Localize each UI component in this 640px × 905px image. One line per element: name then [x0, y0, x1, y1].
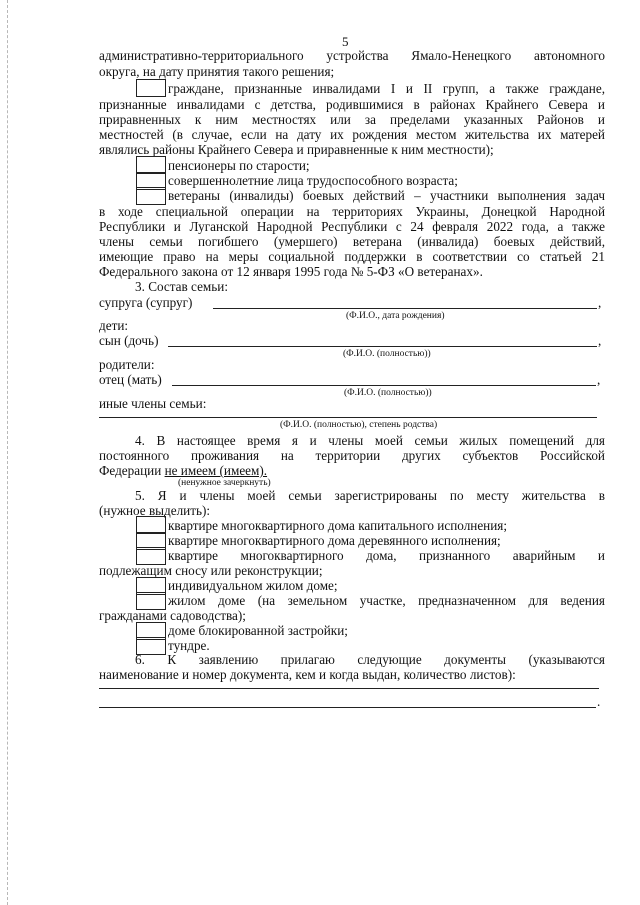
intro-line-1: административно-территориального устройства Ямало-Ненецкого автономного: [99, 48, 605, 63]
child-caption: (Ф.И.О. (полностью)): [343, 349, 431, 359]
section6-line-2: наименование и номер документа, кем и когда выдан, количество листов):: [99, 667, 516, 682]
option-blocked-house: доме блокированной застройки;: [168, 623, 348, 638]
others-caption: (Ф.И.О. (полностью), степень родства): [280, 420, 438, 430]
checkbox-disabled[interactable]: [136, 79, 166, 97]
category-veterans-line-3: Республики и Луганской Народной Республики с 24 февраля 2022 года, а также: [99, 219, 605, 234]
option-tundra: тундре.: [168, 638, 210, 653]
section4-housing-choice[interactable]: не имеем (имеем).: [164, 463, 268, 478]
option-wooden-apartment: квартире многоквартирного дома деревянного исполнения;: [168, 533, 501, 548]
option-emergency-line-1: квартире многоквартирного дома, признанного аварийным и: [168, 548, 605, 563]
parent-line-comma: ,: [597, 372, 601, 387]
category-disabled-line-2: признанные инвалидами с детства, родившимися в районах Крайнего Севера и: [99, 97, 605, 112]
documents-input-line-1[interactable]: [99, 688, 599, 689]
option-individual-house: индивидуальном жилом доме;: [168, 578, 338, 593]
parent-label: отец (мать): [99, 372, 162, 387]
category-disabled-line-4: местностей (в случае, если на дату их рождения местом жительства их матерей: [99, 127, 605, 142]
section4-line-1: 4. В настоящее время я и члены моей семьи жилых помещений для: [135, 433, 605, 448]
family-heading: 3. Состав семьи:: [135, 279, 229, 294]
page-edge-cut-line: [7, 0, 8, 905]
parent-caption: (Ф.И.О. (полностью)): [344, 388, 432, 398]
others-input-line[interactable]: [99, 417, 597, 418]
section4-strike-note: (ненужное зачеркнуть): [178, 478, 271, 488]
spouse-label: супруга (супруг): [99, 295, 193, 310]
spouse-line-comma: ,: [598, 295, 602, 310]
category-adults: совершеннолетние лица трудоспособного возраста;: [168, 173, 458, 188]
section5-line-2: (нужное выделить):: [99, 503, 211, 518]
others-label: иные члены семьи:: [99, 396, 207, 411]
category-veterans-line-4: члены семьи погибшего (умершего) ветерана (инвалида) боевых действий,: [99, 234, 605, 249]
intro-line-2: округа, на дату принятия такого решения;: [99, 64, 335, 79]
spouse-input-line[interactable]: [213, 308, 597, 309]
category-veterans-line-1: ветераны (инвалиды) боевых действий – участники выполнения задач: [168, 188, 605, 203]
option-garden-line-2: гражданами садоводства);: [99, 608, 246, 623]
category-disabled-line-3: приравненных к ним местностях или за пределами указанных Районов и: [99, 112, 605, 127]
documents-line-period: .: [597, 694, 601, 709]
option-emergency-line-2: подлежащим сносу или реконструкции;: [99, 563, 323, 578]
child-label: сын (дочь): [99, 333, 159, 348]
children-label: дети:: [99, 318, 129, 333]
section4-line-3-prefix: Федерации: [99, 463, 165, 478]
option-capital-apartment: квартире многоквартирного дома капитального исполнения;: [168, 518, 508, 533]
category-veterans-line-6: Федерального закона от 12 января 1995 года № 5-ФЗ «О ветеранах».: [99, 264, 483, 279]
category-disabled-line-1: граждане, признанные инвалидами I и II групп, а также граждане,: [168, 81, 605, 96]
category-veterans-line-5: имеющие право на меры социальной поддержки в соответствии со статьей 21: [99, 249, 605, 264]
child-line-comma: ,: [598, 333, 602, 348]
documents-input-line-2[interactable]: [99, 707, 596, 708]
spouse-caption: (Ф.И.О., дата рождения): [346, 311, 445, 321]
category-pensioners: пенсионеры по старости;: [168, 158, 310, 173]
checkbox-veterans[interactable]: [136, 187, 166, 205]
category-disabled-line-5: являлись районы Крайнего Севера и приравненные к ним местности);: [99, 142, 494, 157]
page-number: 5: [342, 34, 349, 49]
parent-input-line[interactable]: [172, 385, 596, 386]
section4-line-2: постоянного проживания на территории других субъектов Российской: [99, 448, 605, 463]
child-input-line[interactable]: [168, 346, 597, 347]
section5-line-1: 5. Я и члены моей семьи зарегистрированы по месту жительства в: [135, 488, 605, 503]
section4-line-3: [99, 463, 605, 478]
option-garden-line-1: жилом доме (на земельном участке, предназначенном для ведения: [168, 593, 605, 608]
section6-line-1: 6. К заявлению прилагаю следующие документы (указываются: [135, 652, 605, 667]
category-veterans-line-2: в ходе специальной операции на территориях Украины, Донецкой Народной: [99, 204, 605, 219]
parents-label: родители:: [99, 357, 155, 372]
